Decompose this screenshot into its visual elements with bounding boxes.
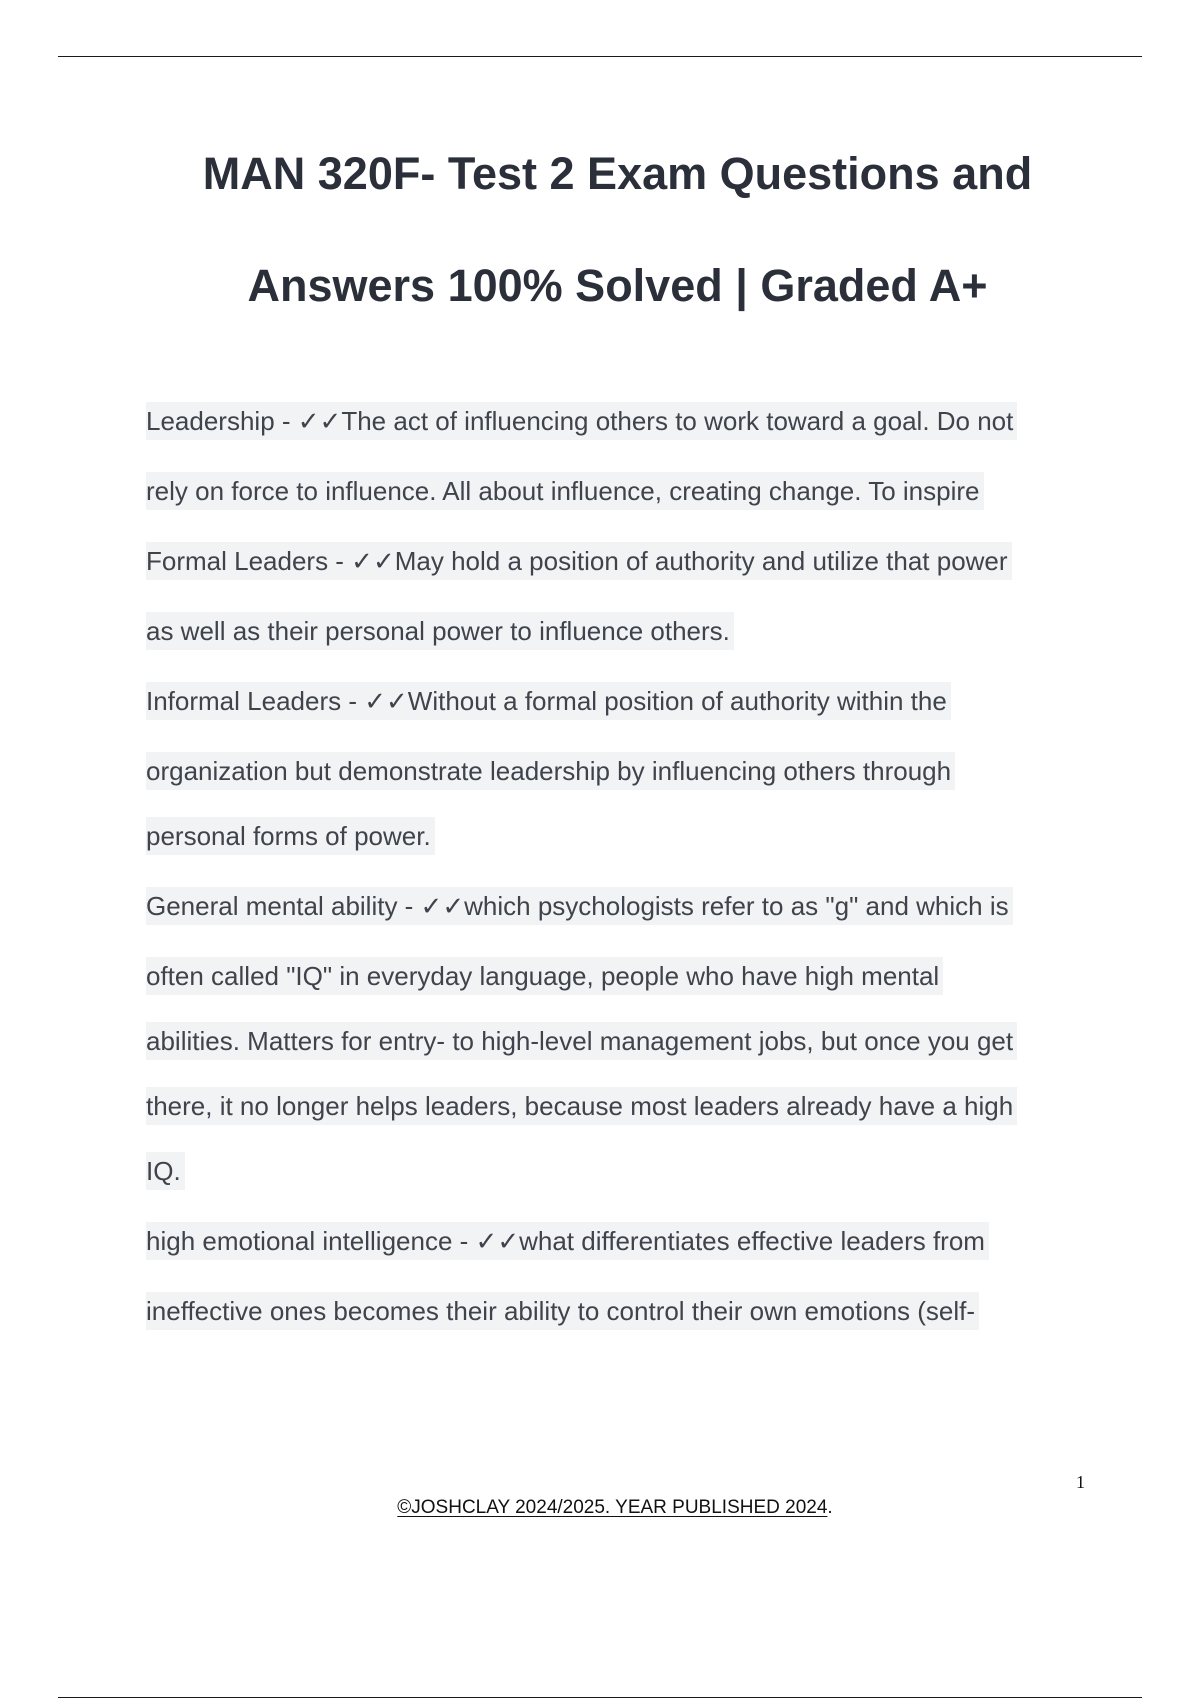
body-line: often called "IQ" in everyday language, people who have high mental (146, 957, 943, 995)
body-line: as well as their personal power to influence others. (146, 612, 734, 650)
title-line-2: Answers 100% Solved | Graded A+ (247, 260, 988, 311)
body-line: personal forms of power. (146, 817, 435, 855)
body-line: IQ. (146, 1152, 185, 1190)
top-divider (58, 56, 1142, 57)
page-number: 1 (1076, 1472, 1085, 1492)
copyright-period: . (827, 1497, 833, 1518)
page-title (60, 118, 1175, 342)
copyright-text: ©JOSHCLAY 2024/2025. YEAR PUBLISHED 2024 (397, 1497, 828, 1518)
body-line: General mental ability - ✓✓which psychologists refer to as "g" and which is (146, 887, 1013, 925)
body-line: rely on force to influence. All about influence, creating change. To inspire (146, 472, 984, 510)
body-line: Informal Leaders - ✓✓Without a formal position of authority within the (146, 682, 951, 720)
body-line: there, it no longer helps leaders, because most leaders already have a high (146, 1087, 1017, 1125)
copyright-footer (0, 1497, 1200, 1519)
body-line: Formal Leaders - ✓✓May hold a position of authority and utilize that power (146, 542, 1012, 580)
body-line: organization but demonstrate leadership by influencing others through (146, 752, 955, 790)
title-line-1: MAN 320F- Test 2 Exam Questions and (202, 148, 1033, 199)
bottom-divider (58, 1697, 1142, 1698)
body-line: abilities. Matters for entry- to high-level management jobs, but once you get (146, 1022, 1017, 1060)
body-line: high emotional intelligence - ✓✓what differentiates effective leaders from (146, 1222, 989, 1260)
body-line: ineffective ones becomes their ability to control their own emotions (self- (146, 1292, 979, 1330)
body-line: Leadership - ✓✓The act of influencing others to work toward a goal. Do not (146, 402, 1017, 440)
